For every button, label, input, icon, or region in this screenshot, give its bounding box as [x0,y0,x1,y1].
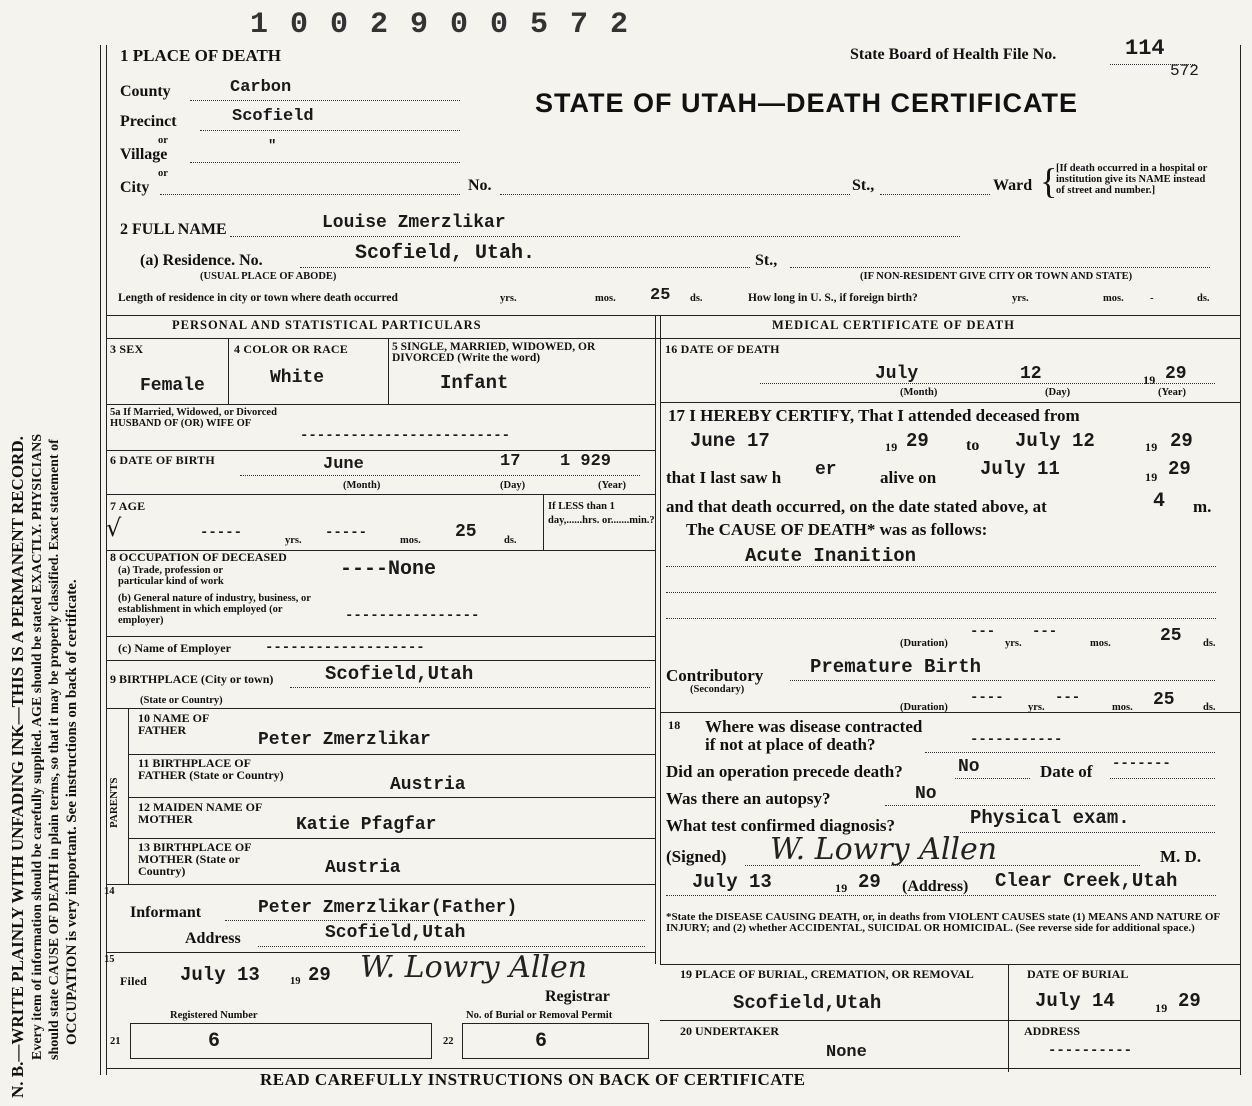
attended-from-date: June 17 [690,430,770,452]
spouse-label: 5a If Married, Widowed, or Divorced HUSBAND OF (OR) WIFE OF [110,407,277,429]
burial-permit-box [462,1023,649,1059]
side-note-line-2: Every item of information should be carefully supplied. AGE should be stated EXACTLY. PHYSICIANS [30,433,45,1060]
undertaker-address-value: ---------- [1048,1043,1133,1059]
occupation-a-label: (a) Trade, profession or particular kind of work [118,565,224,587]
alive-on-label: alive on [880,468,937,487]
duration-ds-label: ds. [1203,638,1216,649]
frame-left-line [100,45,101,1075]
father-name-value: Peter Zmerzlikar [258,730,431,750]
certify-text: 17 I HEREBY CERTIFY, That I attended deceased from [668,406,1080,425]
attended-from-year: 29 [906,430,929,452]
physician-address-label: (Address) [902,878,969,895]
length-yrs-label: yrs. [500,293,517,304]
md-label: M. D. [1160,847,1202,866]
age-label: 7 AGE [110,499,146,513]
age-ds-label: ds. [504,535,517,546]
precinct-value: Scofield [232,107,314,126]
autopsy-label: Was there an autopsy? [666,789,831,808]
dod-year-caption: (Year) [1158,387,1186,398]
signed-year: 29 [858,871,881,893]
informant-address-value: Scofield,Utah [325,923,466,943]
mother-birthplace-label: 13 BIRTHPLACE OF MOTHER (State or Country) [138,840,252,878]
section-22-number: 22 [443,1036,454,1047]
city-label: City [120,179,150,196]
last-alive-date: July 11 [980,458,1060,480]
duration-2-label: (Duration) [900,702,948,713]
marital-status-value: Infant [440,372,509,394]
residence-value: Scofield, Utah. [355,242,536,265]
ward-label: Ward [993,177,1033,194]
age-yrs-label: yrs. [285,535,302,546]
operation-value: No [958,757,980,777]
filed-19: 19 [290,976,301,987]
dod-day: 12 [1020,364,1042,384]
village-value: " [268,138,277,154]
dob-day: 17 [500,452,521,471]
mother-maiden-name-value: Katie Pfagfar [296,815,437,835]
physician-signature: W. Lowry Allen [770,832,998,867]
from-19: 19 [885,440,898,454]
duration-yrs-label: yrs. [1005,638,1022,649]
burial-19: 19 [1155,1001,1168,1015]
contributory-value: Premature Birth [810,656,982,678]
father-birthplace-label: 11 BIRTHPLACE OF FATHER (State or Country) [138,756,284,782]
section-18-number: 18 [668,718,681,732]
sex-value: Female [140,376,205,396]
county-value: Carbon [230,78,292,97]
cause-of-death-value: Acute Inanition [745,545,917,567]
registrar-label: Registrar [545,988,610,1005]
duration-yrs: --- [970,624,996,640]
mother-birthplace-value: Austria [325,858,401,878]
length-ds-label: ds. [690,293,703,304]
autopsy-value: No [915,784,937,804]
dod-19: 19 [1143,373,1156,387]
cause-of-death-label: The CAUSE OF DEATH* was as follows: [686,520,988,539]
file-number: 114 [1125,36,1165,61]
residence-label: (a) Residence. No. [140,252,263,269]
marital-status-label: 5 SINGLE, MARRIED, WIDOWED, OR DIVORCED (Write the word) [392,341,596,364]
operation-date-label: Date of [1040,762,1093,781]
duration-2-mos-label: mos. [1112,702,1133,713]
ward-brace: { [1040,161,1058,201]
file-number-sub: 572 [1170,62,1199,80]
duration-label: (Duration) [900,638,948,649]
side-note-line-3: should state CAUSE OF DEATH in plain terms, so that it may be properly classified. Exact statement of [47,439,62,1060]
occupation-label: 8 OCCUPATION OF DECEASED [110,550,287,564]
registrar-signature: W. Lowry Allen [360,950,588,985]
duration-2-yrs: ---- [970,690,1004,706]
or-label-2: or [158,168,168,179]
side-note-line-4: OCCUPATION is very important. See instructions on back of certificate. [64,579,80,1045]
date-of-birth-label: 6 DATE OF BIRTH [110,453,215,467]
employer-value: ------------------- [265,640,425,656]
dob-month: June [323,455,364,474]
undertaker-label: 20 UNDERTAKER [680,1024,780,1038]
full-name-label: 2 FULL NAME [120,221,227,238]
informant-address-label: Address [185,930,241,947]
or-label-1: or [158,135,168,146]
death-occurred-text: and that death occurred, on the date stated above, at [666,497,1047,516]
disease-contracted-label-b: if not at place of death? [705,735,876,754]
test-diagnosis-value: Physical exam. [970,807,1130,829]
birthplace-value: Scofield,Utah [325,663,474,685]
duration-mos-label: mos. [1090,638,1111,649]
physician-address-value: Clear Creek,Utah [995,870,1178,892]
color-race-value: White [270,368,325,388]
age-yrs-value: ----- [200,525,243,541]
operation-label: Did an operation precede death? [666,762,903,781]
contributory-label: Contributory [666,666,764,685]
filed-year: 29 [308,964,331,986]
last-alive-year: 29 [1168,458,1191,480]
duration-2-yrs-label: yrs. [1028,702,1045,713]
death-time-suffix: m. [1193,497,1212,516]
registered-number-label: Registered Number [170,1010,258,1021]
age-days-value: 25 [455,522,477,542]
frame-left-line-inner [106,45,107,1075]
spouse-value: ------------------------- [300,428,511,444]
hospital-note: [If death occurred in a hospital or institution give its NAME instead of street and number.] [1056,163,1208,196]
us-dash: - [1150,293,1154,304]
filed-date: July 13 [180,964,260,986]
duration-days: 25 [1160,626,1182,646]
occupation-b-label: (b) General nature of industry, business, or establishment in which employed (or employer) [118,593,311,626]
section-15-number: 15 [104,954,115,965]
file-number-label: State Board of Health File No. [850,46,1057,63]
burial-place-label: 19 PLACE OF BURIAL, CREMATION, OR REMOVAL [680,967,974,981]
last-saw-text: that I last saw h [666,468,782,487]
test-diagnosis-label: What test confirmed diagnosis? [666,816,896,835]
burial-year: 29 [1178,990,1201,1012]
birthplace-label: 9 BIRTHPLACE (City or town) [110,672,274,686]
informant-value: Peter Zmerzlikar(Father) [258,898,518,918]
length-residence-days: 25 [650,286,671,305]
full-name-value: Louise Zmerzlikar [322,213,506,233]
attended-to-year: 29 [1170,430,1193,452]
informant-label: Informant [130,904,202,921]
parents-label: PARENTS [108,777,120,828]
dob-year: 1 929 [560,452,612,471]
dob-day-caption: (Day) [500,480,526,491]
personal-heading: PERSONAL AND STATISTICAL PARTICULARS [172,318,482,332]
section-21-number: 21 [110,1036,121,1047]
color-race-label: 4 COLOR OR RACE [234,342,349,356]
dod-year: 29 [1165,364,1187,384]
length-mos-label: mos. [595,293,616,304]
side-note-line-1: N. B.—WRITE PLAINLY WITH UNFADING INK—THIS IS A PERMANENT RECORD. [8,436,27,1098]
dod-month-caption: (Month) [900,387,938,398]
age-check-mark: √ [106,514,122,542]
attended-to-date: July 12 [1015,430,1095,452]
village-label: Village [120,146,168,163]
father-birthplace-value: Austria [390,775,466,795]
frame-right-line [1240,45,1241,1075]
burial-place-value: Scofield,Utah [733,992,882,1014]
undertaker-address-label: ADDRESS [1024,1024,1081,1038]
duration-2-mos: --- [1055,690,1081,706]
usual-abode-label: (USUAL PLACE OF ABODE) [200,271,337,282]
burial-permit-label: No. of Burial or Removal Permit [466,1010,613,1021]
signed-label: (Signed) [666,847,727,866]
last-saw-pronoun: er [815,460,837,480]
burial-permit-value: 6 [535,1030,548,1053]
to-label: to [966,437,980,454]
cause-footnote: *State the DISEASE CAUSING DEATH, or, in deaths from VIOLENT CAUSES state (1) MEANS AND NATURE OF INJURY; and (2) whether ACCIDENTAL, SUICIDAL OR HOMICIDAL. (See reverse side for additional space.) [666,911,1220,934]
us-ds-label: ds. [1197,293,1210,304]
filed-label: Filed [120,974,147,988]
duration-2-days: 25 [1153,690,1175,710]
us-mos-label: mos. [1103,293,1124,304]
to-19: 19 [1145,440,1158,454]
dob-year-caption: (Year) [598,480,626,491]
registered-number-box [130,1023,432,1059]
medical-heading: MEDICAL CERTIFICATE OF DEATH [772,318,1015,332]
certificate-serial-number: 1 0 0 2 9 0 0 5 7 2 [250,8,631,42]
mother-maiden-name-label: 12 MAIDEN NAME OF MOTHER [138,800,262,826]
non-resident-label: (IF NON-RESIDENT GIVE CITY OR TOWN AND STATE) [860,271,1133,282]
father-name-label: 10 NAME OF FATHER [138,711,209,737]
less-than-day-label: If LESS than 1 day,......hrs. or.......min.? [548,501,655,526]
employer-label: (c) Name of Employer [118,641,231,655]
death-time-value: 4 [1153,490,1166,513]
street-label: St., [852,177,875,194]
disease-contracted-label-a: Where was disease contracted [705,717,923,736]
signed-date: July 13 [692,871,772,893]
place-of-death-label: 1 PLACE OF DEATH [120,46,282,65]
signed-19: 19 [835,881,848,895]
burial-date-value: July 14 [1035,990,1115,1012]
county-label: County [120,83,171,100]
dod-month: July [875,364,919,384]
length-residence-label: Length of residence in city or town where death occurred [118,292,398,304]
section-14-number: 14 [104,886,115,897]
secondary-label: (Secondary) [690,684,745,695]
birthplace-state-caption: (State or Country) [140,695,223,706]
precinct-label: Precinct [120,113,177,130]
sex-label: 3 SEX [110,342,144,356]
age-mos-value: ----- [325,525,368,541]
duration-2-ds-label: ds. [1203,702,1216,713]
duration-mos: --- [1032,624,1058,640]
occupation-value: ----None [340,558,437,581]
alive-19: 19 [1145,470,1158,484]
occupation-b-value: ---------------- [345,608,480,624]
age-mos-label: mos. [400,535,421,546]
registered-number-value: 6 [208,1030,221,1053]
certificate-title: STATE OF UTAH—DEATH CERTIFICATE [535,88,1078,118]
burial-date-label: DATE OF BURIAL [1027,967,1129,981]
footer-instructions: READ CAREFULLY INSTRUCTIONS ON BACK OF CERTIFICATE [260,1070,806,1089]
number-label: No. [468,177,492,194]
residence-street-label: St., [755,252,778,269]
undertaker-value: None [826,1043,867,1062]
disease-contracted-value: ----------- [970,732,1063,748]
date-of-death-label: 16 DATE OF DEATH [665,342,780,356]
operation-date-value: ------- [1112,756,1171,772]
how-long-us-label: How long in U. S., if foreign birth? [748,292,918,304]
dod-day-caption: (Day) [1045,387,1071,398]
dob-month-caption: (Month) [343,480,381,491]
us-yrs-label: yrs. [1012,293,1029,304]
